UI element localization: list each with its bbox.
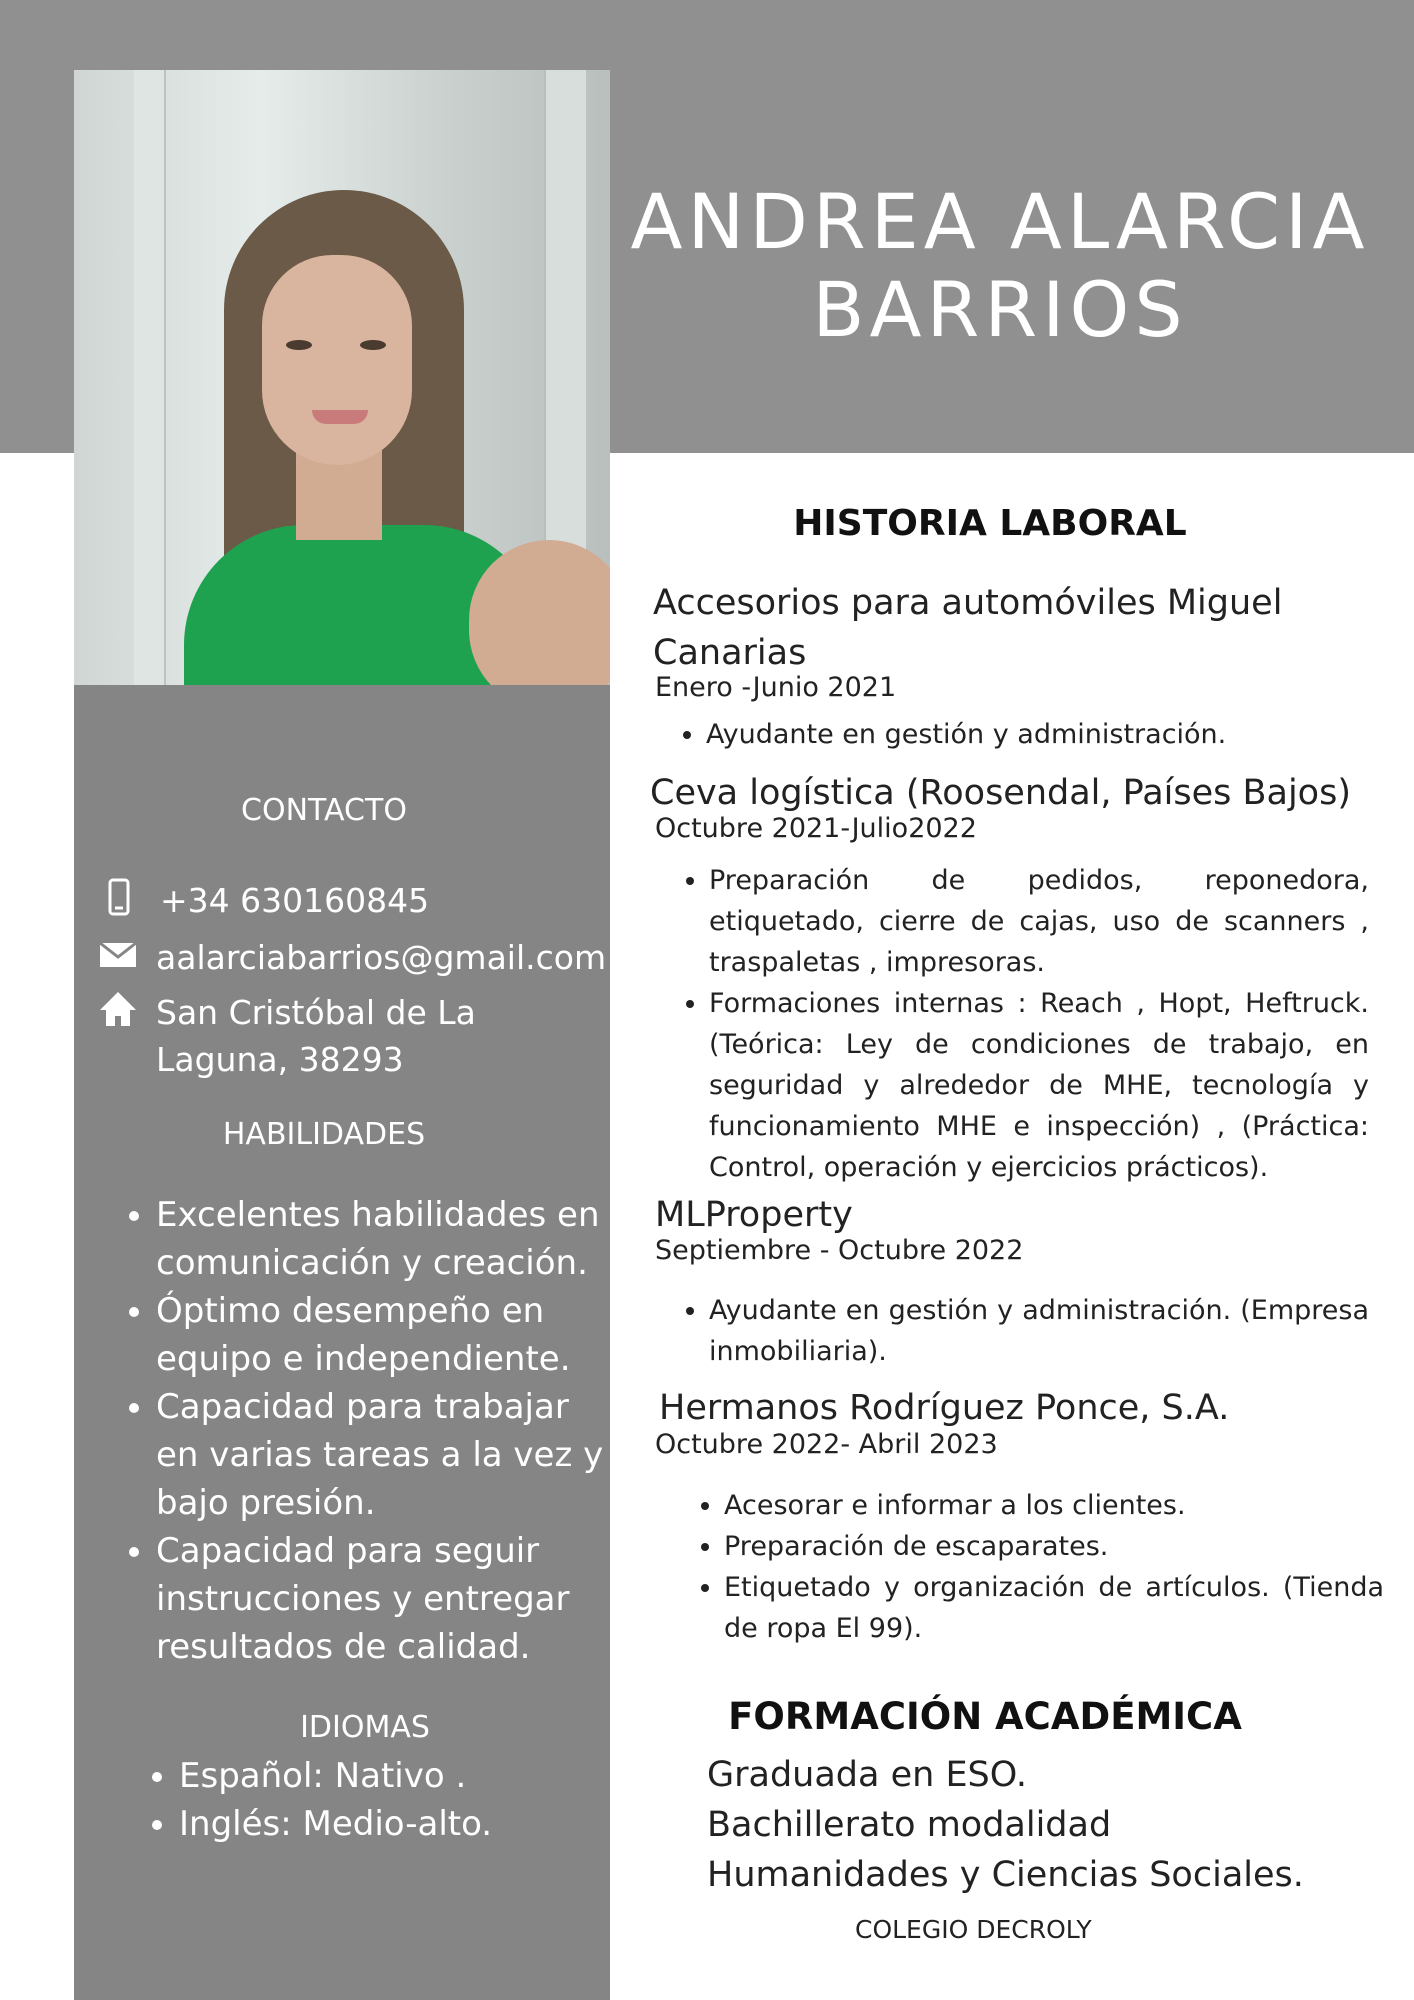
job-duty: • Preparación de pedidos, reponedora, etiquetado, cierre de cajas, uso de scanners , traspaletas , impresoras. [709,860,1369,983]
languages-list [139,1752,619,1848]
job-duty: • Preparación de escaparates. [724,1526,1384,1567]
job-duties [676,714,1366,755]
languages-heading: IDIOMAS [300,1710,430,1745]
mail-icon [98,935,138,975]
skill-item: • Capacidad para trabajar en varias tareas a la vez y bajo presión. [156,1383,616,1527]
school-name: COLEGIO DECROLY [855,1915,1092,1944]
skill-item: • Óptimo desempeño en equipo e independiente. [156,1287,616,1383]
skills-heading: HABILIDADES [222,1117,426,1152]
language-item: • Español: Nativo . [179,1752,619,1800]
job-period: Octubre 2022- Abril 2023 [655,1429,998,1460]
phone-icon [98,878,138,918]
email-text[interactable]: aalarciabarrios@gmail.com [156,938,607,977]
job-duty: • Ayudante en gestión y administración. [706,714,1366,755]
language-item: • Inglés: Medio-alto. [179,1800,619,1848]
name-line-2: BARRIOS [812,265,1188,354]
skill-item: • Capacidad para seguir instrucciones y entregar resultados de calidad. [156,1527,616,1671]
candidate-name [615,178,1385,354]
job-company: Ceva logística (Roosendal, Países Bajos) [650,773,1351,813]
work-heading: HISTORIA LABORAL [793,503,1187,544]
job-duties [679,1290,1369,1372]
name-line-1: ANDREA ALARCIA [630,177,1370,266]
home-icon [98,990,138,1030]
skills-list [116,1191,616,1671]
job-company: Accesorios para automóviles Miguel Canarias [653,583,1283,673]
education-line: Graduada en ESO. [707,1755,1028,1795]
profile-photo [74,70,610,685]
education-heading: FORMACIÓN ACADÉMICA [728,1695,1242,1738]
job-duty: • Etiquetado y organización de artículos. (Tienda de ropa El 99). [724,1567,1384,1649]
job-duty: • Formaciones internas : Reach , Hopt, Heftruck. (Teórica: Ley de condiciones de trabajo, en seguridad y alrededor de MHE, tecnología y funcionamiento MHE e inspección) , (Práctica: Control, operación y ejercicios prácticos). [709,983,1369,1188]
job-duty: • Acesorar e informar a los clientes. [724,1485,1384,1526]
education-line: Bachillerato modalidad [707,1805,1112,1845]
job-period: Enero -Junio 2021 [655,672,897,703]
education-line: Humanidades y Ciencias Sociales. [707,1855,1304,1895]
job-duties [694,1485,1384,1649]
contact-heading: CONTACTO [241,793,407,828]
address-line-2: Laguna, 38293 [156,1040,404,1079]
job-duty: • Ayudante en gestión y administración. (Empresa inmobiliaria). [709,1290,1369,1372]
job-duties [679,860,1369,1188]
job-period: Septiembre - Octubre 2022 [655,1235,1024,1266]
address-line-1: San Cristóbal de La [156,993,476,1032]
skill-item: • Excelentes habilidades en comunicación y creación. [156,1191,616,1287]
job-company: Hermanos Rodríguez Ponce, S.A. [659,1388,1230,1428]
phone-text[interactable]: +34 630160845 [160,881,430,920]
job-period: Octubre 2021-Julio2022 [655,813,977,844]
job-company: MLProperty [655,1195,853,1235]
